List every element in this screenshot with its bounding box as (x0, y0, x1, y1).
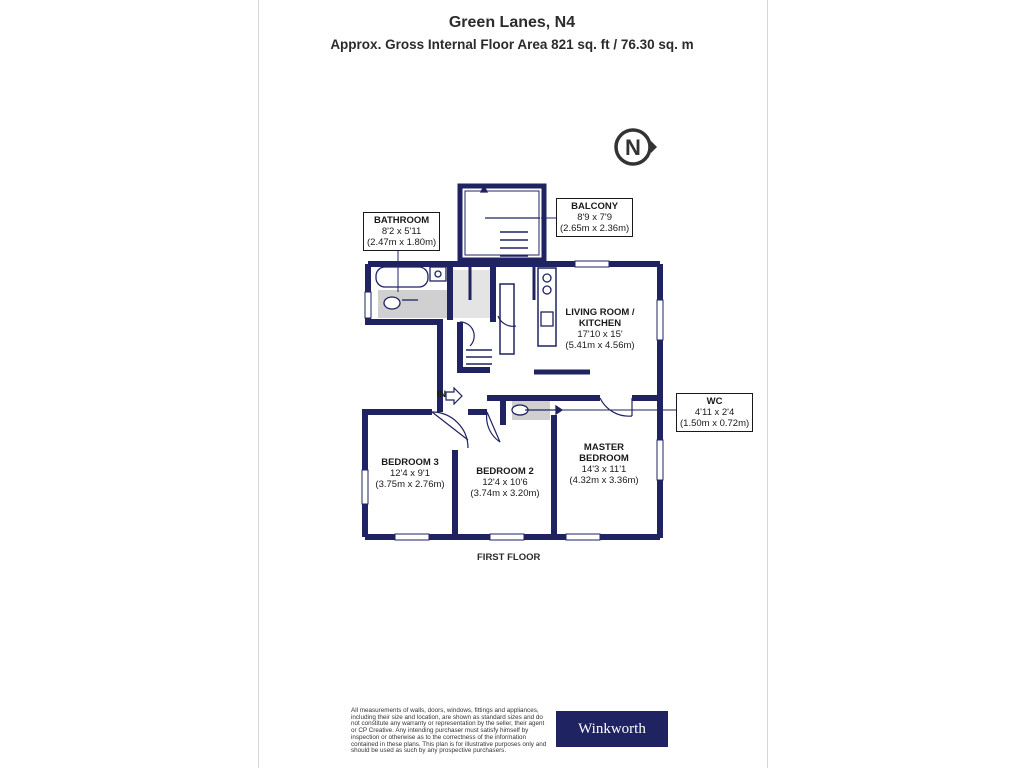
master-bedroom-imperial: 14'3 x 11'1 (581, 464, 627, 475)
living-room-name-2: KITCHEN (578, 318, 622, 329)
master-bedroom-name-1: MASTER (583, 442, 625, 453)
entrance-arrow-icon (446, 388, 462, 404)
living-room-imperial: 17'10 x 15' (577, 329, 623, 340)
living-room-name-1: LIVING ROOM / (565, 307, 635, 318)
balcony-metric: (2.65m x 2.36m) (560, 223, 630, 234)
bathroom-name: BATHROOM (373, 215, 430, 226)
master-bedroom-metric: (4.32m x 3.36m) (569, 475, 639, 486)
master-bedroom-name-2: BEDROOM (579, 453, 629, 464)
bathroom-label (363, 212, 440, 251)
bedroom-2-label (470, 466, 539, 499)
wc-metric: (1.50m x 0.72m) (680, 418, 750, 429)
balcony-label (556, 198, 633, 237)
bathroom-imperial: 8'2 x 5'11 (381, 226, 422, 237)
master-bedroom-label (569, 442, 638, 486)
winkworth-logo: Winkworth (556, 711, 668, 747)
bedroom-2-imperial: 12'4 x 10'6 (482, 477, 528, 488)
wc-imperial: 4'11 x 2'4 (694, 407, 735, 418)
bedroom-3-name: BEDROOM 3 (381, 457, 439, 468)
bedroom-3-metric: (3.75m x 2.76m) (375, 479, 445, 490)
entrance-label: IN (437, 389, 446, 399)
floor-area-subtitle: Approx. Gross Internal Floor Area 821 sq. ft / 76.30 sq. m (330, 37, 694, 52)
living-room-metric: (5.41m x 4.56m) (565, 340, 635, 351)
balcony-imperial: 8'9 x 7'9 (577, 212, 612, 223)
wc-name: WC (706, 396, 723, 407)
property-title: Green Lanes, N4 (448, 14, 576, 31)
bathroom-metric: (2.47m x 1.80m) (367, 237, 437, 248)
living-room-label (565, 307, 634, 351)
bedroom-2-name: BEDROOM 2 (476, 466, 534, 477)
balcony-name: BALCONY (571, 201, 619, 212)
bedroom-3-imperial: 12'4 x 9'1 (389, 468, 431, 479)
bedroom-2-metric: (3.74m x 3.20m) (470, 488, 540, 499)
wc-label (676, 393, 753, 432)
compass-letter: N (625, 135, 641, 160)
bedroom-3-label (375, 457, 444, 490)
disclaimer-text: All measurements of walls, doors, windows, fittings and appliances, including their size and location, are shown as standard sizes and do not constitute any warranty or representation by the seller, their agent or CP Creative. Any intending purchaser must satisfy himself by inspection or otherwise as to the correctness of the information contained in these plans. This plan is for illustrative purposes only and should be used as such by any prospective purchasers. (351, 707, 547, 755)
floor-label: FIRST FLOOR (477, 552, 541, 563)
